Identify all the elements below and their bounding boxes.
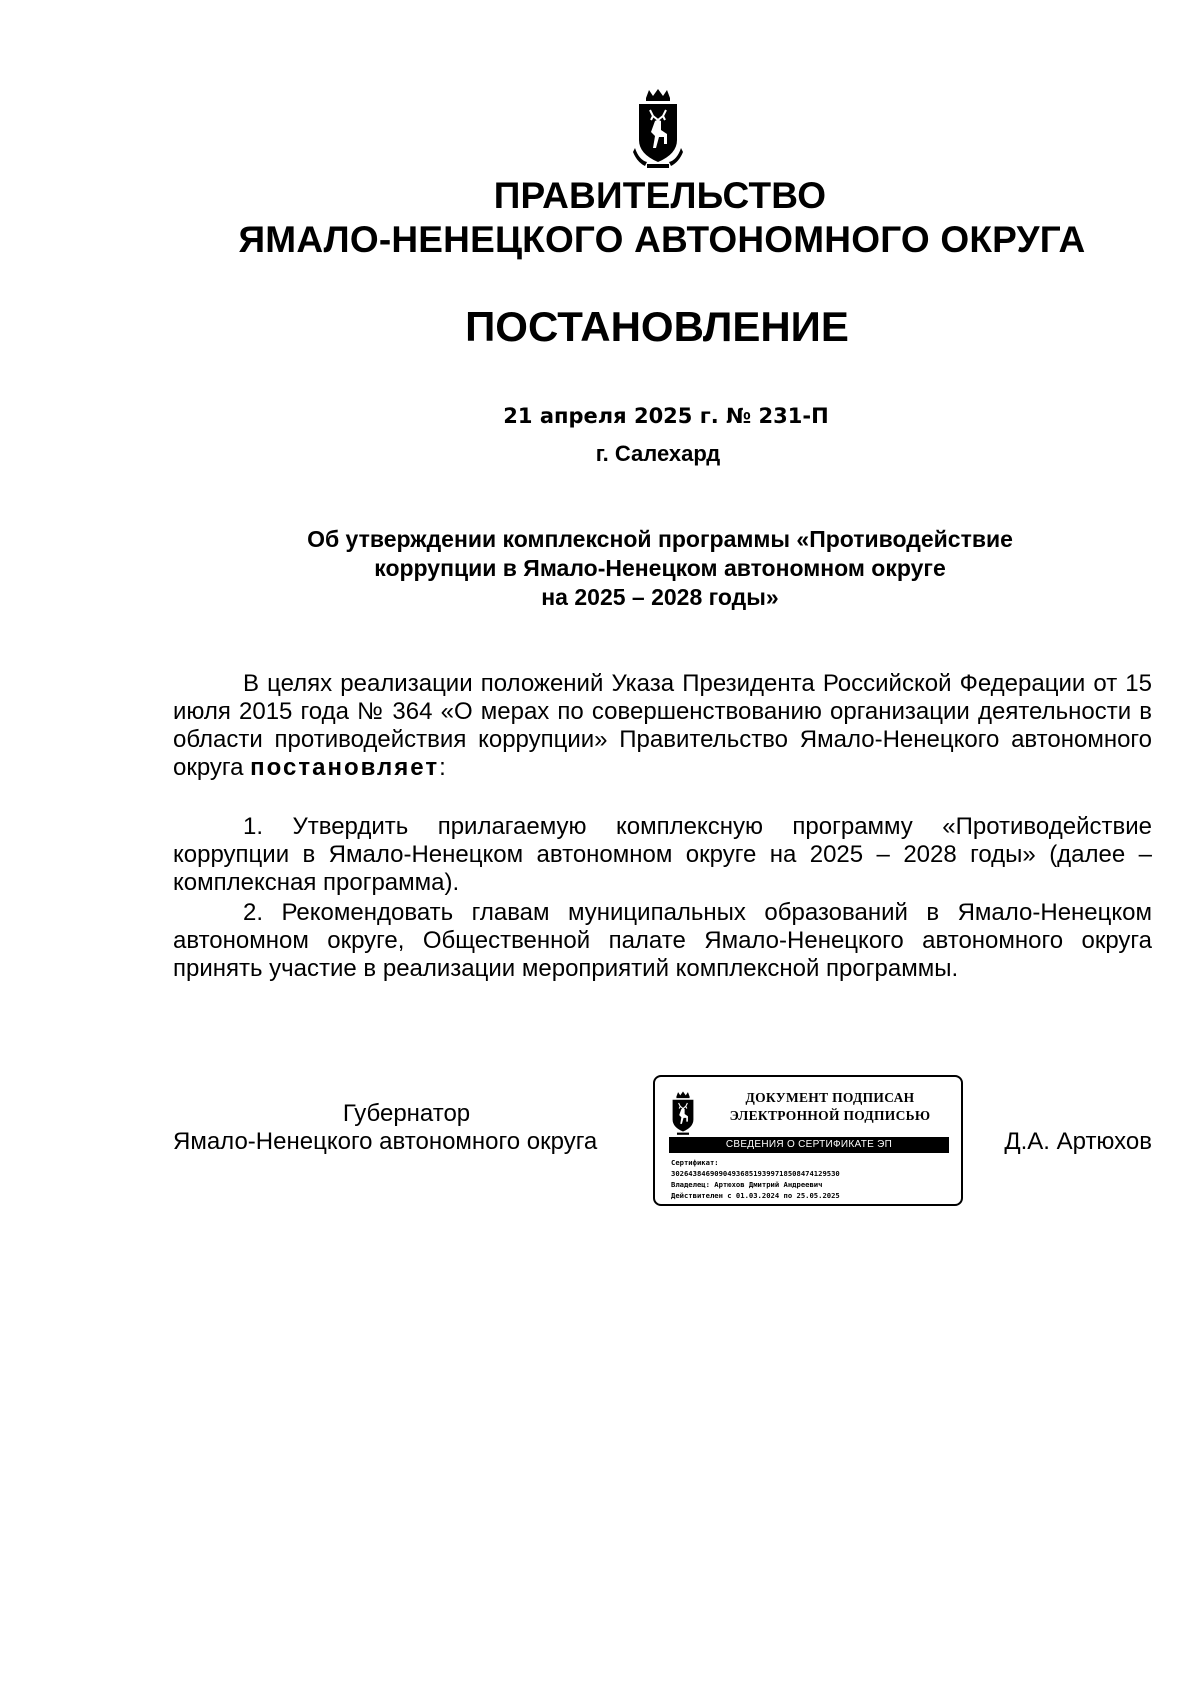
stamp-heading-line1: ДОКУМЕНТ ПОДПИСАН <box>745 1090 915 1105</box>
electronic-signature-stamp <box>653 1075 963 1206</box>
subject-line: коррупции в Ямало-Ненецком автономном округе <box>374 555 946 581</box>
coat-of-arms-icon <box>669 1091 697 1137</box>
signatory-title-line1: Губернатор <box>342 1100 471 1127</box>
preamble-colon: : <box>439 754 446 781</box>
document-type: ПОСТАНОВЛЕНИЕ <box>465 303 849 350</box>
subject-line: Об утверждении комплексной программы «Противодействие <box>307 526 1013 552</box>
stamp-heading <box>705 1089 955 1125</box>
organization-name-line2: ЯМАЛО-НЕНЕЦКОГО АВТОНОМНОГО ОКРУГА <box>238 219 1086 260</box>
signatory-title-line2: Ямало-Ненецкого автономного округа <box>173 1128 598 1155</box>
certificate-validity: Действителен с 01.03.2024 по 25.05.2025 <box>671 1191 840 1200</box>
preamble-text: В целях реализации положений Указа Президента Российской Федерации от 15 июля 2015 года № 364 «О мерах по совершенствованию организации деятельности в области противодействия коррупции» Правительство Ямало-Ненецкого автономного округа <box>173 670 1152 781</box>
subject-line: на 2025 – 2028 годы» <box>541 584 779 610</box>
city: г. Салехард <box>595 441 721 466</box>
item-1-paragraph <box>173 813 1152 897</box>
item-2-paragraph <box>173 899 1152 983</box>
coat-of-arms-icon <box>633 88 683 172</box>
certificate-number: 302643846909049368519399718508474129530 <box>671 1169 840 1178</box>
signatory-title <box>173 1100 640 1156</box>
certificate-details <box>671 1157 951 1201</box>
certificate-owner: Владелец: Артюхов Дмитрий Андреевич <box>671 1180 823 1189</box>
certificate-label: Сертификат: <box>671 1158 719 1167</box>
item-2-text: 2. Рекомендовать главам муниципальных образований в Ямало-Ненецком автономном округе, Общественной палате Ямало-Ненецкого автономного округа принять участие в реализации мероприятий комплексной программы. <box>173 899 1152 982</box>
item-1-text: 1. Утвердить прилагаемую комплексную программу «Противодействие коррупции в Ямало-Ненецком автономном округе на 2025 – 2028 годы» (далее – комплексная программа). <box>173 813 1152 896</box>
preamble-paragraph <box>173 670 1152 782</box>
certificate-info-bar: СВЕДЕНИЯ О СЕРТИФИКАТЕ ЭП <box>669 1137 949 1153</box>
document-subject <box>60 525 1200 612</box>
resolves-keyword: постановляет <box>250 754 440 781</box>
date-and-number: 21 апреля 2025 г. № 231-П <box>503 404 829 428</box>
stamp-heading-line2: ЭЛЕКТРОННОЙ ПОДПИСЬЮ <box>729 1108 931 1123</box>
organization-name-line1: ПРАВИТЕЛЬСТВО <box>493 175 827 216</box>
signatory-name: Д.А. Артюхов <box>1004 1128 1152 1155</box>
